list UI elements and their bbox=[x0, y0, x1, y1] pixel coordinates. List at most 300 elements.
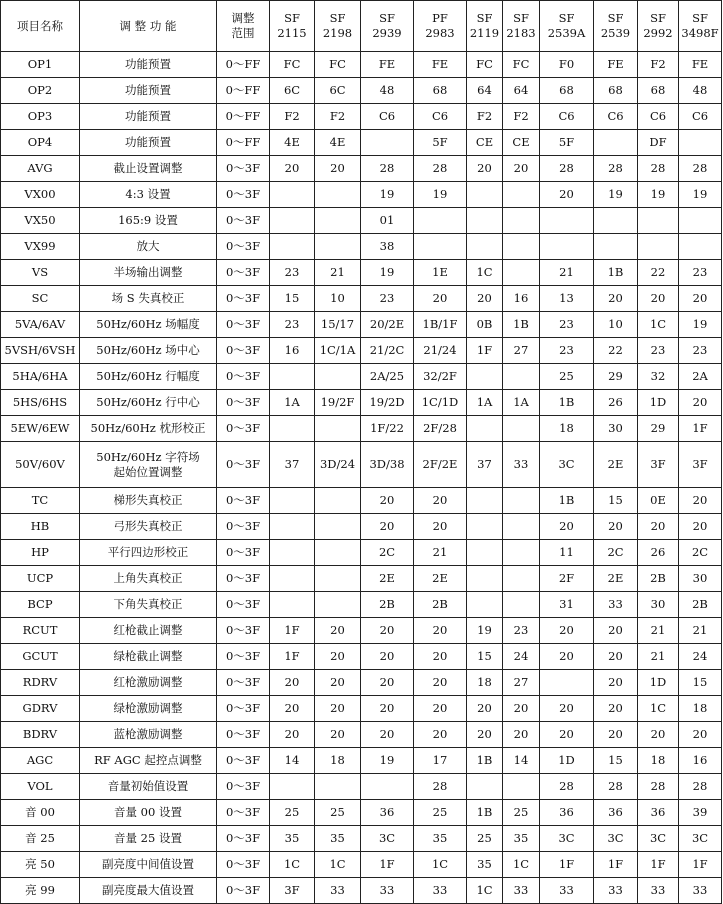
value-cell: 28 bbox=[361, 156, 414, 182]
table-body bbox=[1, 52, 722, 904]
value-cell: 23 bbox=[679, 338, 722, 364]
value-cell: 6C bbox=[315, 78, 361, 104]
table-row bbox=[1, 696, 722, 722]
item-name-cell: VOL bbox=[1, 774, 80, 800]
function-line: 50Hz/60Hz 场中心 bbox=[96, 343, 200, 358]
value-cell: 20 bbox=[315, 618, 361, 644]
function-cell bbox=[80, 338, 217, 364]
value-cell: 28 bbox=[638, 774, 679, 800]
item-name-cell: OP3 bbox=[1, 104, 80, 130]
function-line: 红枪激励调整 bbox=[113, 675, 183, 690]
value-cell bbox=[467, 514, 503, 540]
value-cell: 14 bbox=[270, 748, 315, 774]
value-cell: 6C bbox=[270, 78, 315, 104]
range-cell: 0～3F bbox=[217, 182, 270, 208]
value-cell bbox=[315, 208, 361, 234]
function-cell bbox=[80, 234, 217, 260]
value-cell: 64 bbox=[503, 78, 540, 104]
header-range-line: 范围 bbox=[231, 26, 255, 40]
item-name-cell: BCP bbox=[1, 592, 80, 618]
value-cell: 35 bbox=[503, 826, 540, 852]
header-model-line: 2198 bbox=[322, 26, 353, 40]
table-row bbox=[1, 338, 722, 364]
value-cell: 3D/38 bbox=[361, 442, 414, 488]
value-cell: 1C bbox=[638, 696, 679, 722]
value-cell bbox=[503, 774, 540, 800]
value-cell: 33 bbox=[540, 878, 594, 904]
value-cell: 25 bbox=[467, 826, 503, 852]
value-cell: 20 bbox=[503, 156, 540, 182]
value-cell: 28 bbox=[540, 774, 594, 800]
value-cell bbox=[503, 566, 540, 592]
table-row bbox=[1, 852, 722, 878]
value-cell: DF bbox=[638, 130, 679, 156]
value-cell: CE bbox=[467, 130, 503, 156]
table-row bbox=[1, 618, 722, 644]
value-cell: 1C bbox=[467, 878, 503, 904]
value-cell: 0B bbox=[467, 312, 503, 338]
header-model bbox=[540, 1, 594, 52]
function-line: 绿枪激励调整 bbox=[113, 701, 183, 716]
value-cell: 3C bbox=[361, 826, 414, 852]
value-cell: 20 bbox=[315, 696, 361, 722]
value-cell: 3F bbox=[270, 878, 315, 904]
header-model-line: 2983 bbox=[425, 26, 455, 40]
item-name-cell: TC bbox=[1, 488, 80, 514]
function-cell bbox=[80, 208, 217, 234]
function-line: 副亮度最大值设置 bbox=[102, 883, 194, 898]
value-cell: 1F bbox=[638, 852, 679, 878]
function-cell bbox=[80, 696, 217, 722]
value-cell: 30 bbox=[594, 416, 638, 442]
value-cell: 33 bbox=[594, 878, 638, 904]
value-cell: 20 bbox=[679, 514, 722, 540]
value-cell: 1F bbox=[270, 618, 315, 644]
value-cell: 23 bbox=[540, 338, 594, 364]
value-cell: F0 bbox=[540, 52, 594, 78]
header-model-line: 2539A bbox=[547, 26, 586, 40]
value-cell: 19 bbox=[467, 618, 503, 644]
value-cell: FE bbox=[594, 52, 638, 78]
item-name-cell: UCP bbox=[1, 566, 80, 592]
value-cell: 33 bbox=[414, 878, 467, 904]
value-cell: 1C/1A bbox=[315, 338, 361, 364]
value-cell: 10 bbox=[315, 286, 361, 312]
value-cell: 1F/22 bbox=[361, 416, 414, 442]
value-cell: FC bbox=[270, 52, 315, 78]
function-cell bbox=[80, 852, 217, 878]
value-cell: 16 bbox=[679, 748, 722, 774]
value-cell: 2E bbox=[594, 442, 638, 488]
table-row bbox=[1, 488, 722, 514]
value-cell: 18 bbox=[679, 696, 722, 722]
value-cell: 20 bbox=[540, 182, 594, 208]
value-cell bbox=[270, 234, 315, 260]
header-model-line: SF bbox=[558, 11, 575, 26]
function-cell bbox=[80, 52, 217, 78]
function-line: 功能预置 bbox=[125, 109, 171, 124]
value-cell bbox=[270, 364, 315, 390]
header-model-line: SF bbox=[650, 11, 666, 26]
value-cell: 20 bbox=[361, 488, 414, 514]
value-cell: 33 bbox=[361, 878, 414, 904]
value-cell: 25 bbox=[540, 364, 594, 390]
value-cell bbox=[315, 540, 361, 566]
range-cell: 0～3F bbox=[217, 260, 270, 286]
table-row bbox=[1, 364, 722, 390]
table-row bbox=[1, 592, 722, 618]
value-cell bbox=[540, 670, 594, 696]
value-cell: 1C bbox=[270, 852, 315, 878]
item-name-cell: 音 00 bbox=[1, 800, 80, 826]
item-name-cell: 5EW/6EW bbox=[1, 416, 80, 442]
item-name-cell: 50V/60V bbox=[1, 442, 80, 488]
value-cell bbox=[315, 234, 361, 260]
value-cell bbox=[414, 234, 467, 260]
value-cell: 2F/2E bbox=[414, 442, 467, 488]
value-cell: FC bbox=[315, 52, 361, 78]
table-row bbox=[1, 670, 722, 696]
range-cell: 0～3F bbox=[217, 592, 270, 618]
value-cell: 20 bbox=[638, 722, 679, 748]
function-line: 50Hz/60Hz 字符场 bbox=[96, 449, 200, 464]
value-cell: 28 bbox=[414, 774, 467, 800]
value-cell: 15 bbox=[467, 644, 503, 670]
value-cell bbox=[467, 488, 503, 514]
value-cell: 19 bbox=[638, 182, 679, 208]
value-cell: 29 bbox=[594, 364, 638, 390]
value-cell: 20 bbox=[361, 722, 414, 748]
header-range bbox=[217, 1, 270, 52]
value-cell: 36 bbox=[594, 800, 638, 826]
value-cell: C6 bbox=[540, 104, 594, 130]
value-cell: 32 bbox=[638, 364, 679, 390]
function-cell bbox=[80, 826, 217, 852]
value-cell: 30 bbox=[679, 566, 722, 592]
value-cell: 37 bbox=[467, 442, 503, 488]
value-cell: 20 bbox=[414, 670, 467, 696]
value-cell: 1B/1F bbox=[414, 312, 467, 338]
value-cell: FC bbox=[467, 52, 503, 78]
value-cell: 11 bbox=[540, 540, 594, 566]
value-cell: 36 bbox=[540, 800, 594, 826]
value-cell bbox=[503, 416, 540, 442]
value-cell bbox=[467, 182, 503, 208]
value-cell: 20 bbox=[679, 488, 722, 514]
value-cell: 30 bbox=[638, 592, 679, 618]
value-cell: 20 bbox=[467, 696, 503, 722]
function-line: 功能预置 bbox=[125, 57, 171, 72]
header-model bbox=[503, 1, 540, 52]
value-cell: 20 bbox=[414, 722, 467, 748]
value-cell: 15/17 bbox=[315, 312, 361, 338]
function-cell bbox=[80, 592, 217, 618]
table-row bbox=[1, 566, 722, 592]
value-cell: 10 bbox=[594, 312, 638, 338]
value-cell: 1F bbox=[594, 852, 638, 878]
value-cell: 1A bbox=[503, 390, 540, 416]
header-model-line: SF bbox=[692, 11, 708, 26]
value-cell: 38 bbox=[361, 234, 414, 260]
function-cell bbox=[80, 390, 217, 416]
range-cell: 0～FF bbox=[217, 104, 270, 130]
value-cell: 2C bbox=[594, 540, 638, 566]
value-cell: 28 bbox=[540, 156, 594, 182]
value-cell: 20/2E bbox=[361, 312, 414, 338]
function-line: 音量 00 设置 bbox=[114, 805, 182, 820]
header-model bbox=[638, 1, 679, 52]
value-cell: 68 bbox=[594, 78, 638, 104]
function-line: 50Hz/60Hz 枕形校正 bbox=[90, 421, 206, 436]
item-name-cell: RDRV bbox=[1, 670, 80, 696]
function-cell bbox=[80, 364, 217, 390]
function-line: 场 S 失真校正 bbox=[111, 291, 185, 306]
value-cell: 3C bbox=[679, 826, 722, 852]
value-cell: 26 bbox=[638, 540, 679, 566]
item-name-cell: GDRV bbox=[1, 696, 80, 722]
value-cell: 5F bbox=[540, 130, 594, 156]
value-cell bbox=[503, 488, 540, 514]
value-cell: 20 bbox=[315, 722, 361, 748]
function-line: 梯形失真校正 bbox=[113, 493, 183, 508]
value-cell: 26 bbox=[594, 390, 638, 416]
value-cell: 20 bbox=[315, 156, 361, 182]
value-cell: 20 bbox=[594, 618, 638, 644]
value-cell: 2E bbox=[594, 566, 638, 592]
value-cell: 18 bbox=[467, 670, 503, 696]
value-cell: 2F bbox=[540, 566, 594, 592]
header-model-line: 2539 bbox=[600, 26, 631, 40]
value-cell: 21/2C bbox=[361, 338, 414, 364]
function-line: 4:3 设置 bbox=[125, 187, 171, 202]
value-cell: 20 bbox=[270, 696, 315, 722]
value-cell: 15 bbox=[594, 748, 638, 774]
value-cell: 48 bbox=[361, 78, 414, 104]
value-cell bbox=[467, 774, 503, 800]
header-model-line: SF bbox=[284, 11, 300, 26]
value-cell: 20 bbox=[540, 722, 594, 748]
value-cell: 1F bbox=[679, 852, 722, 878]
table-row bbox=[1, 540, 722, 566]
value-cell: 3F bbox=[638, 442, 679, 488]
value-cell: 4E bbox=[270, 130, 315, 156]
function-cell bbox=[80, 540, 217, 566]
function-cell bbox=[80, 514, 217, 540]
value-cell: 1E bbox=[414, 260, 467, 286]
range-cell: 0～3F bbox=[217, 540, 270, 566]
function-cell bbox=[80, 442, 217, 488]
function-cell bbox=[80, 416, 217, 442]
value-cell: 33 bbox=[503, 878, 540, 904]
value-cell: 23 bbox=[503, 618, 540, 644]
value-cell: 1A bbox=[467, 390, 503, 416]
value-cell bbox=[594, 234, 638, 260]
value-cell: 1C bbox=[315, 852, 361, 878]
value-cell: 23 bbox=[638, 338, 679, 364]
range-cell: 0～3F bbox=[217, 618, 270, 644]
value-cell bbox=[679, 234, 722, 260]
value-cell: 20 bbox=[414, 644, 467, 670]
table-row bbox=[1, 52, 722, 78]
value-cell bbox=[540, 234, 594, 260]
value-cell bbox=[270, 514, 315, 540]
function-cell bbox=[80, 286, 217, 312]
value-cell: 20 bbox=[270, 156, 315, 182]
value-cell: 1D bbox=[638, 390, 679, 416]
value-cell: 19 bbox=[361, 748, 414, 774]
value-cell: 37 bbox=[270, 442, 315, 488]
value-cell: 1C bbox=[503, 852, 540, 878]
value-cell: 20 bbox=[594, 696, 638, 722]
value-cell: 23 bbox=[270, 260, 315, 286]
header-model-line: SF bbox=[329, 11, 346, 26]
range-cell: 0～3F bbox=[217, 722, 270, 748]
value-cell: 14 bbox=[503, 748, 540, 774]
value-cell: 25 bbox=[270, 800, 315, 826]
table-row bbox=[1, 208, 722, 234]
function-line: 绿枪截止调整 bbox=[113, 649, 183, 664]
function-line: 上角失真校正 bbox=[113, 571, 183, 586]
table-row bbox=[1, 722, 722, 748]
value-cell: 21 bbox=[315, 260, 361, 286]
value-cell: 20 bbox=[315, 670, 361, 696]
value-cell: 20 bbox=[414, 696, 467, 722]
table-row bbox=[1, 826, 722, 852]
value-cell: 19 bbox=[361, 182, 414, 208]
header-model-line: 2115 bbox=[277, 26, 307, 40]
value-cell: 2E bbox=[414, 566, 467, 592]
header-model bbox=[679, 1, 722, 52]
header-model bbox=[467, 1, 503, 52]
function-line: 起始位置调整 bbox=[113, 464, 183, 479]
value-cell: 01 bbox=[361, 208, 414, 234]
header-model-line: 2119 bbox=[469, 26, 500, 40]
table-row bbox=[1, 260, 722, 286]
item-name-cell: 5VA/6AV bbox=[1, 312, 80, 338]
function-line: 165:9 设置 bbox=[118, 213, 178, 228]
value-cell: 20 bbox=[414, 618, 467, 644]
header-model bbox=[315, 1, 361, 52]
value-cell: 20 bbox=[540, 696, 594, 722]
function-cell bbox=[80, 488, 217, 514]
table-row bbox=[1, 416, 722, 442]
value-cell bbox=[594, 130, 638, 156]
value-cell bbox=[467, 416, 503, 442]
value-cell bbox=[679, 208, 722, 234]
value-cell: C6 bbox=[361, 104, 414, 130]
header-model-line: PF bbox=[432, 11, 448, 26]
value-cell: 20 bbox=[638, 286, 679, 312]
range-cell: 0～3F bbox=[217, 234, 270, 260]
header-model-line: SF bbox=[476, 11, 493, 26]
function-line: 50Hz/60Hz 行幅度 bbox=[96, 369, 200, 384]
range-cell: 0～3F bbox=[217, 800, 270, 826]
function-cell bbox=[80, 618, 217, 644]
value-cell: 28 bbox=[679, 156, 722, 182]
function-line: 半场输出调整 bbox=[113, 265, 183, 280]
value-cell: 1C bbox=[467, 260, 503, 286]
value-cell: 20 bbox=[594, 286, 638, 312]
value-cell: 28 bbox=[679, 774, 722, 800]
function-line: RF AGC 起控点调整 bbox=[94, 753, 202, 768]
value-cell: 19 bbox=[361, 260, 414, 286]
header-model bbox=[414, 1, 467, 52]
value-cell: 1F bbox=[270, 644, 315, 670]
value-cell: 1B bbox=[594, 260, 638, 286]
function-line: 截止设置调整 bbox=[113, 161, 183, 176]
function-line: 蓝枪激励调整 bbox=[113, 727, 183, 742]
value-cell: 23 bbox=[361, 286, 414, 312]
value-cell: FE bbox=[361, 52, 414, 78]
item-name-cell: GCUT bbox=[1, 644, 80, 670]
value-cell: 19 bbox=[594, 182, 638, 208]
value-cell: 35 bbox=[414, 826, 467, 852]
value-cell: 1C bbox=[638, 312, 679, 338]
range-cell: 0～3F bbox=[217, 488, 270, 514]
value-cell bbox=[270, 208, 315, 234]
value-cell bbox=[361, 130, 414, 156]
item-name-cell: VX00 bbox=[1, 182, 80, 208]
value-cell: 68 bbox=[540, 78, 594, 104]
value-cell: 35 bbox=[270, 826, 315, 852]
value-cell: C6 bbox=[594, 104, 638, 130]
value-cell: 22 bbox=[594, 338, 638, 364]
value-cell: FE bbox=[414, 52, 467, 78]
function-cell bbox=[80, 774, 217, 800]
function-line: 功能预置 bbox=[125, 135, 171, 150]
value-cell: 2B bbox=[638, 566, 679, 592]
value-cell: 18 bbox=[315, 748, 361, 774]
item-name-cell: SC bbox=[1, 286, 80, 312]
table-row bbox=[1, 234, 722, 260]
value-cell bbox=[594, 208, 638, 234]
value-cell: 2C bbox=[679, 540, 722, 566]
table-row bbox=[1, 156, 722, 182]
value-cell: 20 bbox=[594, 514, 638, 540]
range-cell: 0～3F bbox=[217, 364, 270, 390]
item-name-cell: AVG bbox=[1, 156, 80, 182]
range-cell: 0～3F bbox=[217, 826, 270, 852]
value-cell bbox=[315, 416, 361, 442]
value-cell: 31 bbox=[540, 592, 594, 618]
value-cell: 2A/25 bbox=[361, 364, 414, 390]
value-cell: F2 bbox=[315, 104, 361, 130]
item-name-cell: 亮 99 bbox=[1, 878, 80, 904]
value-cell: 20 bbox=[594, 644, 638, 670]
value-cell: 20 bbox=[467, 722, 503, 748]
function-cell bbox=[80, 260, 217, 286]
table-row bbox=[1, 104, 722, 130]
value-cell: 13 bbox=[540, 286, 594, 312]
value-cell bbox=[467, 234, 503, 260]
range-cell: 0～3F bbox=[217, 514, 270, 540]
item-name-cell: HB bbox=[1, 514, 80, 540]
function-cell bbox=[80, 722, 217, 748]
value-cell: 25 bbox=[414, 800, 467, 826]
function-line: 副亮度中间值设置 bbox=[102, 857, 194, 872]
value-cell: 1B bbox=[467, 800, 503, 826]
value-cell: 1B bbox=[503, 312, 540, 338]
value-cell: C6 bbox=[679, 104, 722, 130]
value-cell: 18 bbox=[638, 748, 679, 774]
value-cell bbox=[503, 592, 540, 618]
range-cell: 0～3F bbox=[217, 156, 270, 182]
value-cell: 23 bbox=[679, 260, 722, 286]
value-cell: 20 bbox=[467, 156, 503, 182]
value-cell bbox=[361, 774, 414, 800]
value-cell: 48 bbox=[679, 78, 722, 104]
value-cell: 20 bbox=[638, 514, 679, 540]
